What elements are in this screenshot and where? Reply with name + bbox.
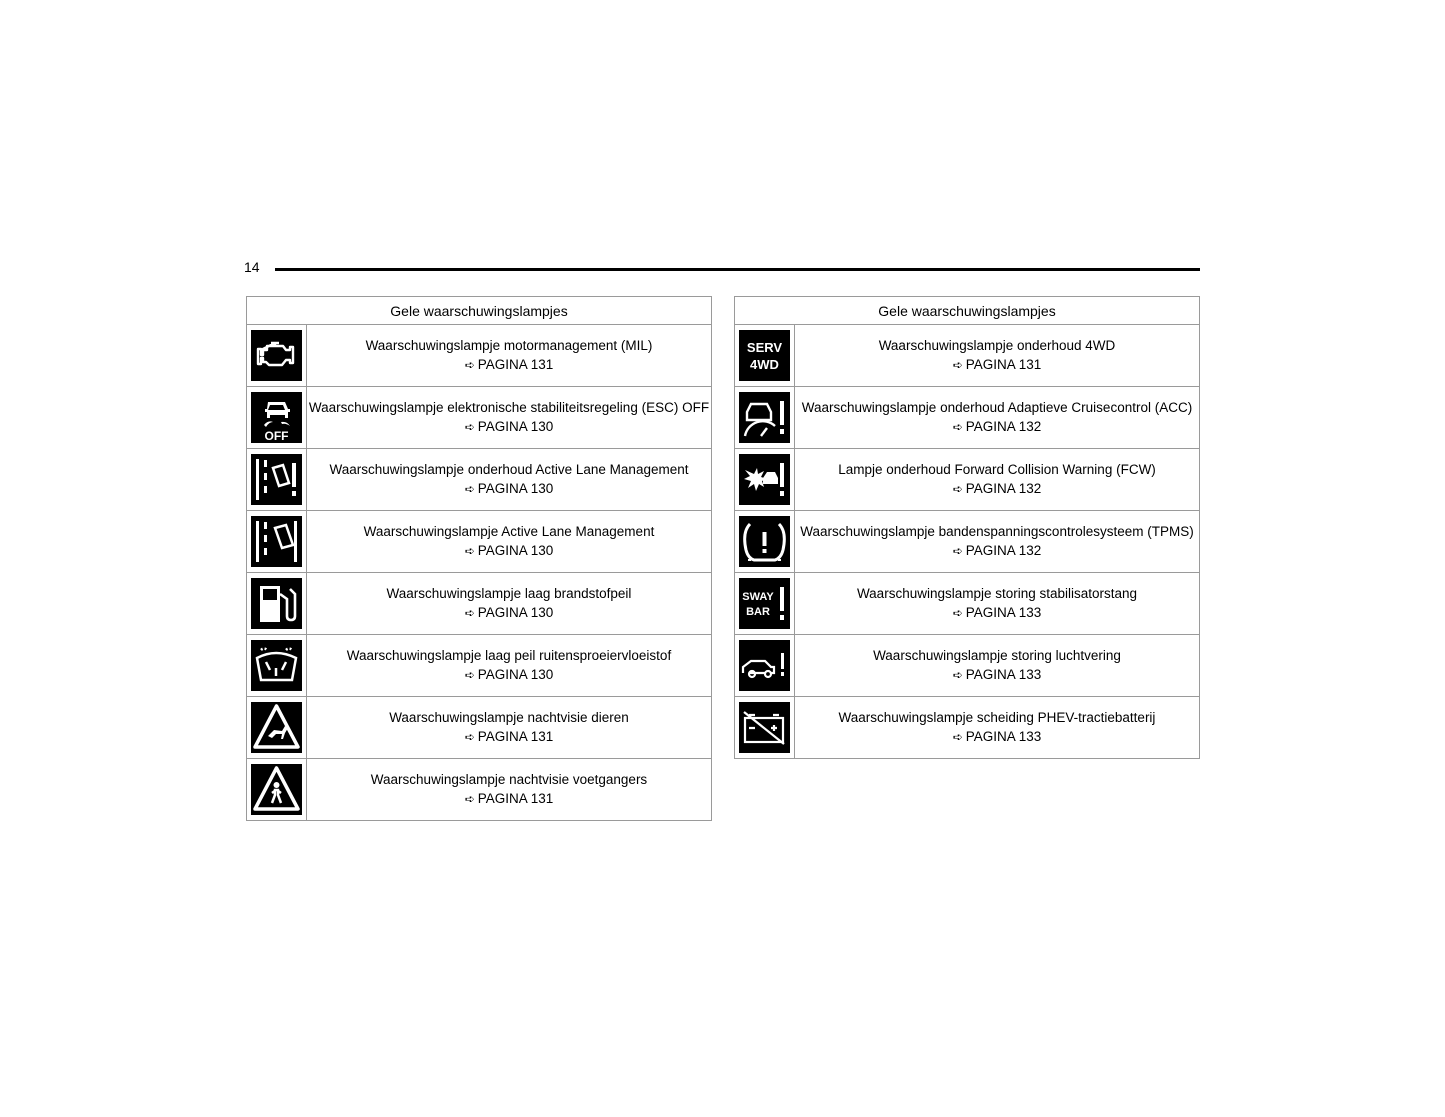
table-row	[247, 449, 712, 511]
page-number: 14	[244, 259, 260, 275]
engine-icon	[251, 330, 302, 381]
table-header: Gele waarschuwingslampjes	[735, 297, 1200, 325]
arrow-right-icon: ➪	[464, 420, 475, 434]
arrow-right-icon: ➪	[464, 606, 475, 620]
table-row	[735, 511, 1200, 573]
table-row	[247, 697, 712, 759]
arrow-right-icon: ➪	[464, 792, 475, 806]
page-reference: ➪ PAGINA 131	[464, 729, 554, 744]
table-row	[247, 635, 712, 697]
arrow-right-icon: ➪	[952, 606, 963, 620]
svg-text:4WD: 4WD	[750, 357, 779, 372]
row-label: Waarschuwingslampje laag peil ruitensproeiervloeistof	[346, 648, 672, 663]
arrow-right-icon: ➪	[952, 358, 963, 372]
table-row	[735, 387, 1200, 449]
row-label: Waarschuwingslampje laag brandstofpeil	[386, 586, 632, 601]
arrow-right-icon: ➪	[952, 420, 963, 434]
row-label: Lampje onderhoud Forward Collision Warning (FCW)	[838, 462, 1156, 477]
arrow-right-icon: ➪	[464, 544, 475, 558]
arrow-right-icon: ➪	[464, 358, 475, 372]
fuel-pump-icon	[251, 578, 302, 629]
phev-battery-disconnect-icon	[739, 702, 790, 753]
header-rule	[275, 268, 1200, 271]
page-reference: ➪ PAGINA 130	[464, 419, 554, 434]
washer-fluid-icon	[251, 640, 302, 691]
row-label: Waarschuwingslampje motormanagement (MIL)	[365, 338, 653, 353]
arrow-right-icon: ➪	[952, 668, 963, 682]
page-reference: ➪ PAGINA 131	[464, 791, 554, 806]
row-label: Waarschuwingslampje storing stabilisatorstang	[856, 586, 1138, 601]
animal-warning-icon	[251, 702, 302, 753]
tpms-icon	[739, 516, 790, 567]
table-row	[247, 325, 712, 387]
svg-text:SERV: SERV	[746, 340, 783, 355]
table-header: Gele waarschuwingslampjes	[247, 297, 712, 325]
row-label: Waarschuwingslampje onderhoud Active Lane Management	[329, 462, 689, 477]
table-row	[735, 573, 1200, 635]
svg-text:OFF: OFF	[264, 429, 289, 443]
row-label: Waarschuwingslampje storing luchtvering	[873, 648, 1121, 663]
table-row	[735, 449, 1200, 511]
row-label: Waarschuwingslampje scheiding PHEV-tractiebatterij	[838, 710, 1156, 725]
page-reference: ➪ PAGINA 130	[464, 605, 554, 620]
page-reference: ➪ PAGINA 130	[464, 667, 554, 682]
sway-bar-icon	[739, 578, 790, 629]
row-label: Waarschuwingslampje bandenspanningscontrolesysteem (TPMS)	[800, 524, 1194, 539]
table-row	[247, 573, 712, 635]
esc-off-icon	[251, 392, 302, 443]
svg-text:BAR: BAR	[746, 606, 770, 618]
table-row	[735, 325, 1200, 387]
arrow-right-icon: ➪	[952, 544, 963, 558]
page-reference: ➪ PAGINA 132	[952, 419, 1042, 434]
row-label: Waarschuwingslampje onderhoud 4WD	[878, 338, 1116, 353]
table-row	[735, 697, 1200, 759]
arrow-right-icon: ➪	[464, 482, 475, 496]
arrow-right-icon: ➪	[464, 668, 475, 682]
table-row	[735, 635, 1200, 697]
acc-service-icon	[739, 392, 790, 443]
row-label: Waarschuwingslampje onderhoud Adaptieve Cruisecontrol (ACC)	[801, 400, 1193, 415]
table-row	[247, 511, 712, 573]
page-reference: ➪ PAGINA 132	[952, 481, 1042, 496]
row-label: Waarschuwingslampje Active Lane Management	[363, 524, 655, 539]
page-reference: ➪ PAGINA 130	[464, 481, 554, 496]
table-row	[247, 759, 712, 821]
serv-4wd-icon	[739, 330, 790, 381]
page-reference: ➪ PAGINA 131	[952, 357, 1042, 372]
row-label: Waarschuwingslampje elektronische stabiliteitsregeling (ESC) OFF	[308, 400, 710, 415]
page-reference: ➪ PAGINA 131	[464, 357, 554, 372]
arrow-right-icon: ➪	[952, 482, 963, 496]
page-reference: ➪ PAGINA 133	[952, 729, 1042, 744]
arrow-right-icon: ➪	[952, 730, 963, 744]
warning-lights-table-right	[734, 296, 1200, 759]
air-suspension-icon	[739, 640, 790, 691]
page-reference: ➪ PAGINA 130	[464, 543, 554, 558]
page-reference: ➪ PAGINA 132	[952, 543, 1042, 558]
svg-text:SWAY: SWAY	[742, 591, 774, 603]
table-row	[247, 387, 712, 449]
fcw-service-icon	[739, 454, 790, 505]
page-reference: ➪ PAGINA 133	[952, 667, 1042, 682]
pedestrian-warning-icon	[251, 764, 302, 815]
lane-management-service-icon	[251, 454, 302, 505]
arrow-right-icon: ➪	[464, 730, 475, 744]
page-reference: ➪ PAGINA 133	[952, 605, 1042, 620]
row-label: Waarschuwingslampje nachtvisie dieren	[389, 710, 629, 725]
row-label: Waarschuwingslampje nachtvisie voetgangers	[370, 772, 648, 787]
warning-lights-table-left	[246, 296, 712, 821]
lane-management-icon	[251, 516, 302, 567]
